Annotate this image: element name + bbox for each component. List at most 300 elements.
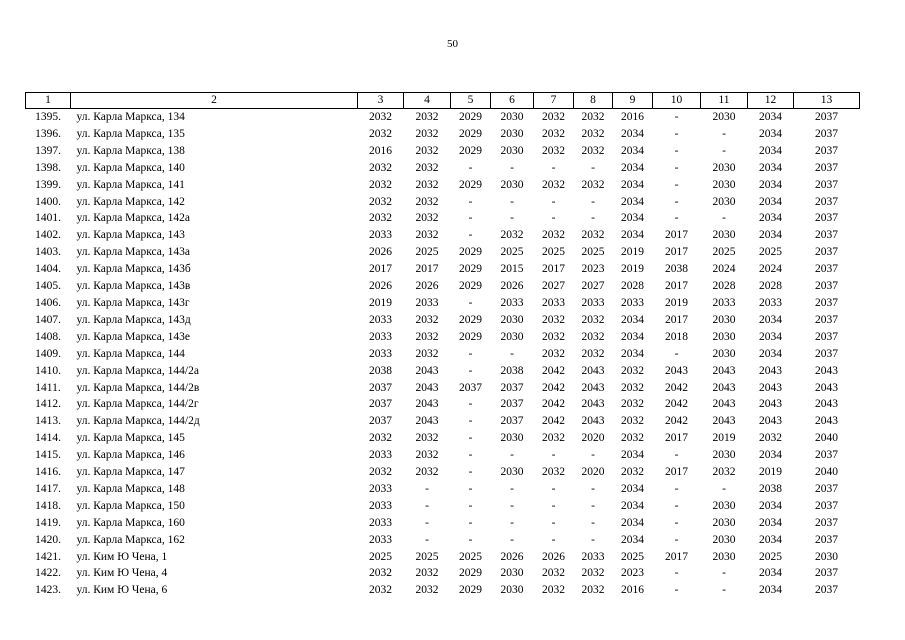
column-header-4: 4: [404, 93, 451, 109]
column-header-5: 5: [451, 93, 491, 109]
row-number: 1411.: [35, 381, 61, 394]
year-cell: 2034: [759, 161, 782, 174]
address-cell: ул. Карла Маркса, 143а: [76, 246, 191, 259]
year-cell: 2037: [369, 398, 392, 411]
year-cell: -: [510, 195, 514, 208]
table-row: [26, 532, 860, 549]
table-row: [26, 430, 860, 447]
table-row: [26, 295, 860, 312]
year-cell: 2034: [759, 584, 782, 597]
year-cell: 2032: [581, 584, 605, 597]
row-number: 1396.: [35, 127, 61, 140]
year-cell: 2029: [459, 280, 482, 293]
year-cell: -: [674, 212, 679, 225]
address-cell: ул. Карла Маркса, 141: [76, 178, 185, 191]
year-cell: 2034: [759, 499, 782, 512]
year-cell: 2032: [581, 127, 605, 140]
year-cell: -: [510, 482, 514, 495]
table-row: [26, 210, 860, 227]
year-cell: 2030: [712, 499, 736, 512]
year-cell: 2042: [542, 415, 565, 428]
year-cell: 2025: [500, 246, 524, 259]
year-cell: 2037: [815, 584, 838, 597]
address-cell: ул. Карла Маркса, 143в: [76, 280, 191, 293]
year-cell: -: [674, 161, 679, 174]
row-number: 1421.: [35, 550, 61, 563]
year-cell: 2043: [665, 364, 688, 377]
year-cell: 2032: [369, 127, 392, 140]
year-cell: -: [674, 533, 679, 546]
year-cell: 2043: [581, 381, 605, 394]
year-cell: 2019: [369, 296, 392, 309]
year-cell: 2032: [581, 347, 605, 360]
year-cell: 2033: [369, 499, 392, 512]
year-cell: 2042: [665, 398, 688, 411]
year-cell: 2037: [815, 330, 838, 343]
year-cell: 2030: [712, 195, 736, 208]
year-cell: 2037: [369, 415, 392, 428]
year-cell: -: [591, 533, 595, 546]
table-row: [26, 481, 860, 498]
table-row: [26, 582, 860, 599]
year-cell: 2017: [665, 229, 688, 242]
page-number: 50: [447, 38, 458, 50]
row-number: 1400.: [35, 195, 61, 208]
year-cell: -: [551, 516, 556, 529]
address-cell: ул. Ким Ю Чена, 4: [76, 567, 168, 580]
row-number: 1418.: [35, 499, 61, 512]
year-cell: 2034: [759, 330, 782, 343]
year-cell: 2037: [815, 280, 838, 293]
table-row: [26, 363, 860, 380]
year-cell: 2032: [759, 432, 782, 445]
year-cell: -: [468, 466, 473, 479]
year-cell: 2034: [759, 449, 782, 462]
year-cell: 2033: [542, 296, 565, 309]
year-cell: -: [674, 567, 679, 580]
year-cell: -: [551, 212, 556, 225]
year-cell: -: [591, 195, 595, 208]
year-cell: 2030: [500, 584, 524, 597]
year-cell: 2032: [415, 347, 439, 360]
year-cell: 2032: [542, 466, 565, 479]
row-number: 1407.: [35, 313, 61, 326]
year-cell: 2029: [459, 263, 482, 276]
table-row: [26, 244, 860, 261]
address-cell: ул. Карла Маркса, 134: [76, 111, 185, 123]
year-cell: 2032: [369, 567, 392, 580]
year-cell: 2027: [581, 280, 605, 293]
year-cell: 2032: [369, 111, 392, 123]
year-cell: 2025: [759, 550, 782, 563]
year-cell: 2037: [815, 533, 838, 546]
year-cell: 2034: [621, 499, 644, 512]
year-cell: 2029: [459, 567, 482, 580]
table-row: [26, 498, 860, 515]
year-cell: 2030: [712, 229, 736, 242]
column-header-10: 10: [653, 93, 701, 109]
address-cell: ул. Карла Маркса, 144/2в: [76, 381, 200, 394]
year-cell: 2037: [815, 347, 838, 360]
year-cell: 2033: [415, 296, 439, 309]
column-header-11: 11: [701, 93, 748, 109]
address-cell: ул. Карла Маркса, 144/2д: [76, 415, 200, 428]
year-cell: 2043: [581, 415, 605, 428]
year-cell: 2030: [712, 111, 736, 123]
year-cell: 2017: [369, 263, 392, 276]
row-number: 1410.: [35, 364, 61, 377]
year-cell: 2030: [500, 466, 524, 479]
year-cell: 2025: [621, 550, 644, 563]
table-row: [26, 447, 860, 464]
year-cell: 2043: [581, 364, 605, 377]
year-cell: 2032: [542, 313, 565, 326]
year-cell: -: [674, 127, 679, 140]
year-cell: 2033: [581, 550, 605, 563]
year-cell: 2017: [665, 313, 688, 326]
address-cell: ул. Карла Маркса, 145: [76, 432, 185, 445]
year-cell: -: [591, 516, 595, 529]
address-cell: ул. Карла Маркса, 143е: [76, 330, 191, 343]
year-cell: 2037: [815, 482, 838, 495]
year-cell: 2023: [581, 263, 605, 276]
year-cell: 2042: [542, 364, 565, 377]
table-row: [26, 278, 860, 295]
year-cell: 2026: [369, 280, 392, 293]
year-cell: -: [674, 482, 679, 495]
year-cell: 2037: [815, 229, 838, 242]
row-number: 1406.: [35, 296, 61, 309]
year-cell: 2034: [621, 144, 644, 157]
year-cell: 2033: [369, 330, 392, 343]
year-cell: 2030: [500, 178, 524, 191]
year-cell: 2033: [369, 313, 392, 326]
row-number: 1399.: [35, 178, 61, 191]
year-cell: 2025: [542, 246, 565, 259]
address-cell: ул. Карла Маркса, 143г: [76, 296, 190, 309]
year-cell: -: [468, 212, 473, 225]
table-row: [26, 194, 860, 211]
year-cell: 2038: [500, 364, 524, 377]
address-cell: ул. Карла Маркса, 135: [76, 127, 185, 140]
year-cell: 2034: [759, 195, 782, 208]
year-cell: 2032: [542, 111, 565, 123]
year-cell: 2025: [369, 550, 392, 563]
year-cell: 2030: [712, 347, 736, 360]
column-header-6: 6: [491, 93, 534, 109]
year-cell: 2032: [542, 127, 565, 140]
year-cell: 2032: [415, 127, 439, 140]
year-cell: 2037: [815, 449, 838, 462]
year-cell: 2037: [500, 398, 524, 411]
year-cell: 2032: [415, 330, 439, 343]
address-cell: ул. Карла Маркса, 144/2г: [76, 398, 199, 411]
year-cell: 2037: [500, 415, 524, 428]
year-cell: 2032: [581, 229, 605, 242]
year-cell: 2043: [415, 398, 439, 411]
year-cell: 2028: [621, 280, 644, 293]
row-number: 1420.: [35, 533, 61, 546]
year-cell: -: [510, 533, 514, 546]
year-cell: 2032: [542, 330, 565, 343]
year-cell: -: [591, 161, 595, 174]
year-cell: -: [674, 584, 679, 597]
year-cell: 2020: [581, 466, 605, 479]
year-cell: 2032: [542, 178, 565, 191]
table-row: [26, 177, 860, 194]
year-cell: 2015: [500, 263, 524, 276]
year-cell: 2024: [712, 263, 736, 276]
table-row: [26, 160, 860, 177]
year-cell: 2032: [415, 466, 439, 479]
year-cell: -: [674, 347, 679, 360]
year-cell: -: [722, 127, 726, 140]
address-cell: ул. Карла Маркса, 144: [76, 347, 185, 360]
row-number: 1423.: [35, 584, 61, 597]
year-cell: 2029: [459, 111, 482, 123]
year-cell: 2032: [369, 466, 392, 479]
year-cell: 2030: [712, 516, 736, 529]
year-cell: 2032: [621, 415, 644, 428]
year-cell: 2038: [759, 482, 782, 495]
year-cell: 2030: [500, 127, 524, 140]
year-cell: 2025: [712, 246, 736, 259]
year-cell: -: [468, 347, 473, 360]
column-header-3: 3: [358, 93, 404, 109]
year-cell: 2033: [759, 296, 782, 309]
year-cell: 2034: [759, 229, 782, 242]
year-cell: 2033: [369, 229, 392, 242]
year-cell: 2030: [712, 533, 736, 546]
year-cell: 2032: [415, 178, 439, 191]
year-cell: 2027: [542, 280, 565, 293]
year-cell: 2032: [415, 313, 439, 326]
column-header-13: 13: [794, 93, 860, 109]
year-cell: 2040: [815, 466, 838, 479]
year-cell: 2043: [712, 364, 736, 377]
row-number: 1412.: [35, 398, 61, 411]
year-cell: 2037: [459, 381, 482, 394]
year-cell: -: [468, 482, 473, 495]
row-number: 1409.: [35, 347, 61, 360]
row-number: 1402.: [35, 229, 61, 242]
year-cell: 2043: [759, 381, 782, 394]
year-cell: 2032: [581, 330, 605, 343]
year-cell: 2034: [621, 313, 644, 326]
year-cell: -: [468, 229, 473, 242]
year-cell: 2032: [542, 584, 565, 597]
year-cell: 2032: [581, 111, 605, 123]
year-cell: -: [674, 178, 679, 191]
year-cell: -: [674, 499, 679, 512]
address-cell: ул. Карла Маркса, 144/2а: [76, 364, 199, 377]
year-cell: 2034: [621, 127, 644, 140]
table-row: [26, 380, 860, 397]
year-cell: 2037: [815, 195, 838, 208]
year-cell: 2026: [542, 550, 565, 563]
year-cell: 2029: [459, 330, 482, 343]
year-cell: -: [425, 516, 429, 529]
address-cell: ул. Карла Маркса, 143б: [76, 263, 191, 276]
year-cell: 2034: [621, 533, 644, 546]
address-cell: ул. Карла Маркса, 160: [76, 516, 185, 529]
year-cell: 2026: [415, 280, 439, 293]
year-cell: 2032: [621, 432, 644, 445]
year-cell: 2034: [621, 195, 644, 208]
year-cell: 2037: [815, 246, 838, 259]
year-cell: 2037: [815, 263, 838, 276]
column-header-7: 7: [534, 93, 574, 109]
year-cell: 2032: [369, 178, 392, 191]
row-number: 1413.: [35, 415, 61, 428]
year-cell: 2032: [581, 567, 605, 580]
row-number: 1419.: [35, 516, 61, 529]
year-cell: 2037: [815, 144, 838, 157]
address-cell: ул. Карла Маркса, 147: [76, 466, 185, 479]
address-cell: ул. Карла Маркса, 150: [76, 499, 185, 512]
year-cell: -: [510, 347, 514, 360]
year-cell: -: [425, 533, 429, 546]
year-cell: 2043: [415, 415, 439, 428]
year-cell: -: [468, 398, 473, 411]
year-cell: 2038: [369, 364, 392, 377]
year-cell: 2019: [621, 246, 644, 259]
year-cell: -: [510, 516, 514, 529]
address-cell: ул. Карла Маркса, 162: [76, 533, 185, 546]
year-cell: -: [468, 533, 473, 546]
year-cell: -: [468, 161, 473, 174]
year-cell: 2030: [712, 449, 736, 462]
year-cell: 2032: [415, 212, 439, 225]
year-cell: -: [674, 516, 679, 529]
year-cell: 2037: [815, 567, 838, 580]
year-cell: 2034: [759, 111, 782, 123]
year-cell: -: [551, 161, 556, 174]
year-cell: 2037: [500, 381, 524, 394]
row-number: 1398.: [35, 161, 61, 174]
year-cell: 2025: [759, 246, 782, 259]
table-row: [26, 549, 860, 566]
year-cell: 2030: [712, 330, 736, 343]
year-cell: -: [425, 499, 429, 512]
column-header-9: 9: [613, 93, 653, 109]
year-cell: 2037: [369, 381, 392, 394]
year-cell: 2034: [621, 212, 644, 225]
row-number: 1416.: [35, 466, 61, 479]
year-cell: 2034: [759, 127, 782, 140]
year-cell: 2017: [665, 432, 688, 445]
year-cell: 2032: [621, 398, 644, 411]
year-cell: 2032: [712, 466, 736, 479]
row-number: 1404.: [35, 263, 61, 276]
year-cell: 2034: [759, 533, 782, 546]
column-header-12: 12: [748, 93, 794, 109]
year-cell: 2032: [542, 432, 565, 445]
column-header-1: 1: [26, 93, 71, 109]
row-number: 1415.: [35, 449, 61, 462]
year-cell: 2030: [500, 330, 524, 343]
year-cell: 2033: [621, 296, 644, 309]
year-cell: 2032: [415, 229, 439, 242]
year-cell: -: [510, 161, 514, 174]
year-cell: 2030: [500, 144, 524, 157]
year-cell: 2032: [581, 144, 605, 157]
year-cell: -: [551, 533, 556, 546]
address-cell: ул. Карла Маркса, 142а: [76, 212, 191, 225]
address-cell: ул. Карла Маркса, 138: [76, 144, 185, 157]
data-table: [25, 92, 860, 599]
year-cell: -: [468, 449, 473, 462]
year-cell: 2032: [621, 381, 644, 394]
year-cell: 2016: [369, 144, 392, 157]
year-cell: 2030: [500, 567, 524, 580]
year-cell: 2026: [500, 550, 524, 563]
year-cell: 2037: [815, 111, 838, 123]
address-cell: ул. Ким Ю Чена, 6: [76, 584, 168, 597]
year-cell: 2017: [665, 466, 688, 479]
row-number: 1395.: [35, 111, 61, 123]
year-cell: 2017: [665, 246, 688, 259]
year-cell: -: [510, 212, 514, 225]
year-cell: 2019: [759, 466, 782, 479]
year-cell: 2025: [415, 246, 439, 259]
year-cell: 2043: [759, 415, 782, 428]
year-cell: 2042: [665, 381, 688, 394]
year-cell: 2024: [759, 263, 782, 276]
year-cell: 2033: [369, 449, 392, 462]
year-cell: 2032: [415, 449, 439, 462]
year-cell: 2043: [815, 381, 838, 394]
year-cell: -: [551, 482, 556, 495]
year-cell: 2034: [621, 482, 644, 495]
year-cell: 2032: [542, 229, 565, 242]
year-cell: -: [674, 144, 679, 157]
year-cell: 2032: [415, 161, 439, 174]
year-cell: 2030: [712, 313, 736, 326]
year-cell: -: [551, 195, 556, 208]
year-cell: 2043: [415, 381, 439, 394]
year-cell: 2032: [542, 567, 565, 580]
year-cell: 2030: [712, 161, 736, 174]
year-cell: 2032: [542, 144, 565, 157]
year-cell: 2037: [815, 296, 838, 309]
year-cell: -: [468, 195, 473, 208]
year-cell: 2043: [815, 398, 838, 411]
year-cell: -: [722, 567, 726, 580]
year-cell: 2034: [621, 229, 644, 242]
year-cell: 2034: [621, 347, 644, 360]
year-cell: 2033: [369, 347, 392, 360]
year-cell: -: [722, 482, 726, 495]
year-cell: 2032: [621, 466, 644, 479]
year-cell: -: [510, 499, 514, 512]
column-header-2: 2: [71, 93, 358, 109]
address-cell: ул. Карла Маркса, 148: [76, 482, 185, 495]
year-cell: -: [674, 195, 679, 208]
year-cell: 2029: [459, 246, 482, 259]
table-row: [26, 515, 860, 532]
year-cell: 2033: [581, 296, 605, 309]
year-cell: -: [722, 144, 726, 157]
year-cell: 2037: [815, 127, 838, 140]
row-number: 1417.: [35, 482, 61, 495]
row-number: 1422.: [35, 567, 61, 580]
year-cell: 2030: [500, 111, 524, 123]
column-header-8: 8: [574, 93, 613, 109]
year-cell: 2030: [712, 550, 736, 563]
table-row: [26, 565, 860, 582]
year-cell: 2038: [665, 263, 688, 276]
